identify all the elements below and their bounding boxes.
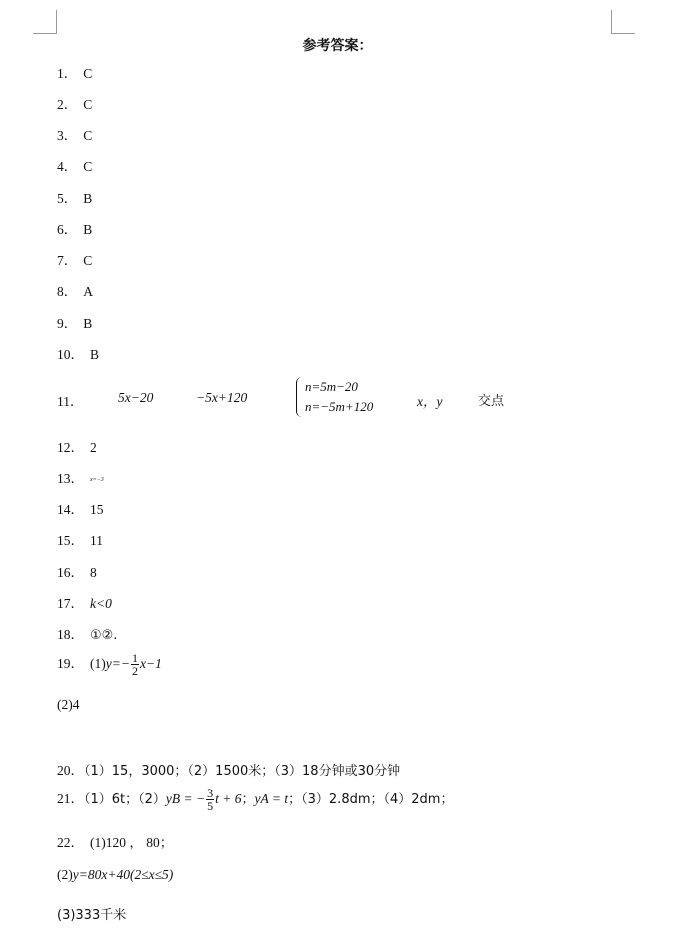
page-corner-mark-top-left-h bbox=[33, 33, 57, 34]
answer-line-4: 4． C bbox=[57, 159, 93, 174]
equation-1: n=5m−20 bbox=[305, 379, 358, 394]
answer-line-2: 2． C bbox=[57, 97, 93, 112]
answer-line-13: 13． x=−3 bbox=[57, 471, 104, 486]
page-corner-mark-top-right-h bbox=[611, 33, 635, 34]
answer-line-1: 1． C bbox=[57, 66, 93, 81]
page-corner-mark-top-left bbox=[56, 10, 57, 34]
answer-line-14: 14． 15 bbox=[57, 502, 104, 517]
answer-line-19-part-2: (2)4 bbox=[57, 697, 80, 712]
page-title: 参考答案： bbox=[302, 38, 373, 54]
answer-line-9: 9． B bbox=[57, 316, 93, 331]
answer-11-blank-1: 5x−20 bbox=[118, 390, 154, 405]
answer-line-8: 8． A bbox=[57, 284, 93, 299]
answer-11-equation-system bbox=[296, 377, 373, 417]
answer-line-17: 17． k<0 bbox=[57, 596, 112, 611]
answer-line-22-part-3: (3)333千米 bbox=[57, 908, 127, 923]
equation-2: n=−5m+120 bbox=[305, 399, 374, 414]
answer-line-3: 3． C bbox=[57, 128, 93, 143]
answer-line-21: 21．（1）6t；（2）yB = − $\frac{3}{5}$ t + 6；yA = t；（3）2.8dm；（4）2dm； bbox=[57, 786, 454, 814]
answer-line-10: 10． B bbox=[57, 347, 100, 362]
answer-line-16: 16． 8 bbox=[57, 565, 97, 580]
page-corner-mark-top-right bbox=[611, 10, 612, 34]
fraction-one-half: $\frac{1}{2}$ bbox=[131, 651, 138, 679]
answer-line-18: 18． ①②. bbox=[57, 627, 118, 643]
answer-11-blank-2: −5x+120 bbox=[196, 390, 248, 405]
answer-line-20: 20．（1）15，3000；（2）1500米；（3）18分钟或30分钟 bbox=[57, 763, 401, 779]
answer-line-15: 15． 11 bbox=[57, 533, 103, 548]
answer-11-blank-4: x，y bbox=[417, 394, 443, 409]
answer-11-blank-5: 交点 bbox=[478, 394, 505, 409]
answer-line-12: 12． 2 bbox=[57, 440, 97, 455]
answer-line-22: 22． (1)120 ， 80； bbox=[57, 835, 174, 850]
answer-line-19: 19． (1)y=− $\frac{1}{2}$ x−1 bbox=[57, 651, 162, 679]
fraction-three-fifths: $\frac{3}{5}$ bbox=[207, 786, 214, 814]
answer-line-11-num: 11． bbox=[57, 394, 84, 409]
answer-line-5: 5． B bbox=[57, 191, 93, 206]
answer-line-6: 6． B bbox=[57, 222, 93, 237]
answer-line-22-part-2: (2)y=80x+40(2≤x≤5) bbox=[57, 867, 174, 882]
answer-line-7: 7． C bbox=[57, 253, 93, 268]
